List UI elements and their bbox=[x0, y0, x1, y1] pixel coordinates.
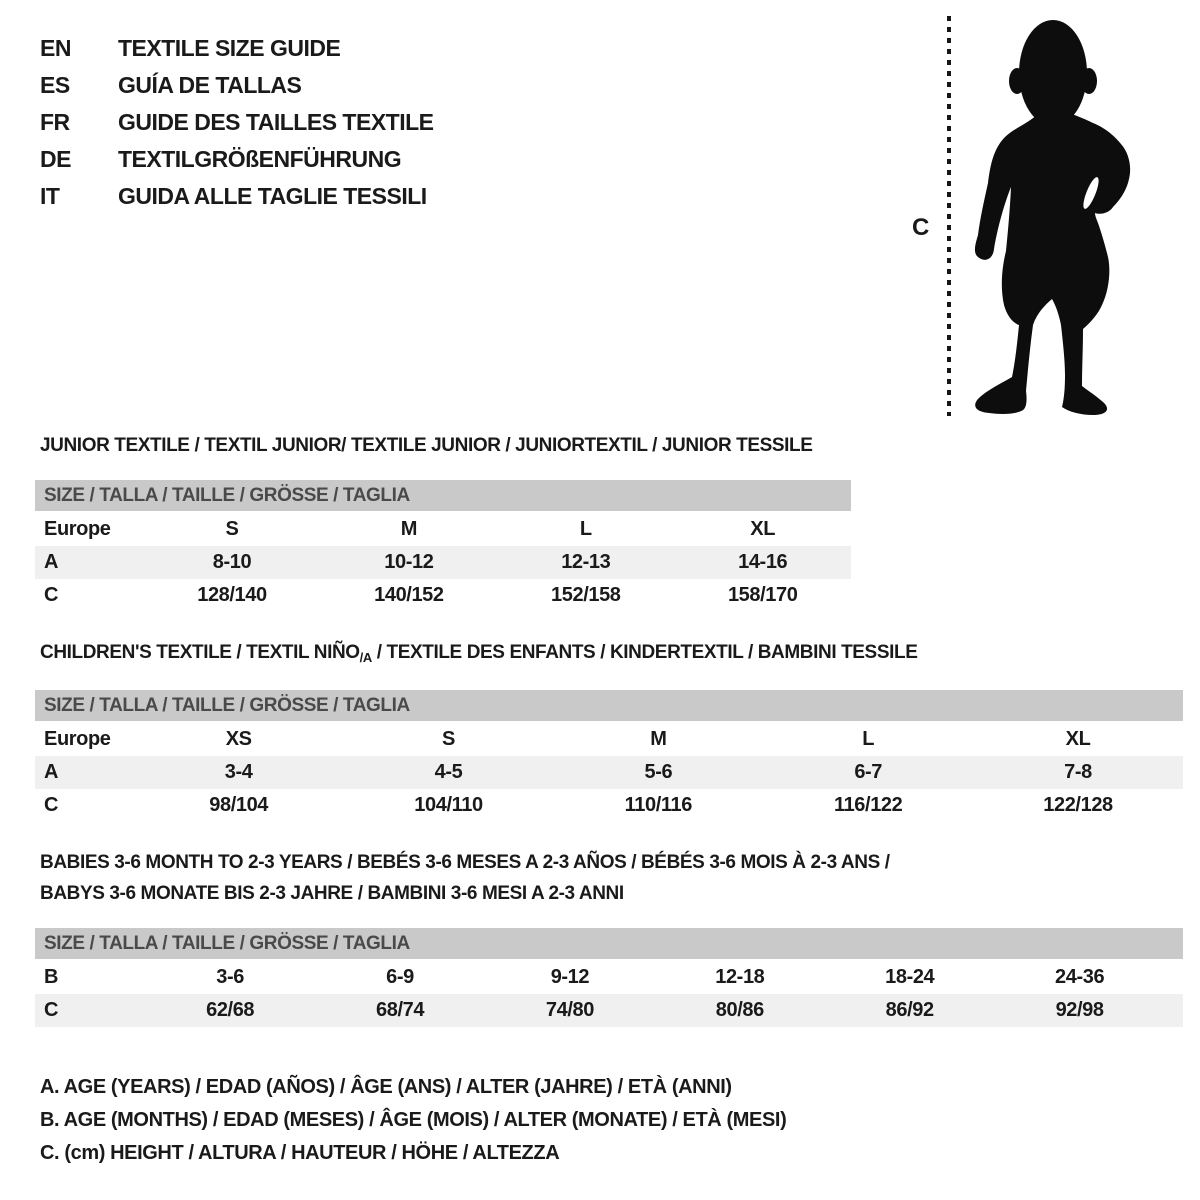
row-label: A bbox=[44, 551, 59, 573]
table-cell: L bbox=[862, 728, 875, 750]
table-cell: XL bbox=[750, 518, 776, 540]
table-cell: 8-10 bbox=[212, 551, 252, 573]
table-cell: 98/104 bbox=[209, 794, 269, 816]
babies-section-heading bbox=[40, 847, 890, 909]
table-cell: 92/98 bbox=[1055, 999, 1104, 1021]
guide-title-es: GUÍA DE TALLAS bbox=[118, 72, 302, 98]
table-row bbox=[35, 546, 851, 579]
measurement-legend bbox=[40, 1071, 786, 1170]
table-cell: 140/152 bbox=[374, 584, 444, 606]
row-label: A bbox=[44, 761, 59, 783]
table-cell: 6-9 bbox=[386, 966, 414, 988]
table-cell: 86/92 bbox=[885, 999, 934, 1021]
language-row-it bbox=[40, 178, 434, 215]
legend-line-c: C. (cm) HEIGHT / ALTURA / HAUTEUR / HÖHE / ALTEZZA bbox=[40, 1142, 560, 1164]
table-cell: 158/170 bbox=[727, 584, 798, 606]
children-heading-sub: /A bbox=[359, 650, 372, 665]
table-cell: 74/80 bbox=[545, 999, 594, 1021]
table-cell: M bbox=[400, 518, 417, 540]
row-label: C bbox=[44, 794, 59, 816]
toddler-silhouette-icon bbox=[965, 17, 1140, 417]
row-label: C bbox=[44, 584, 59, 606]
table-row bbox=[35, 756, 1183, 789]
babies-heading-line1: BABIES 3-6 MONTH TO 2-3 YEARS / BEBÉS 3-6 MESES A 2-3 AÑOS / BÉBÉS 3-6 MOIS À 2-3 ANS / bbox=[40, 852, 890, 873]
size-header: SIZE / TALLA / TAILLE / GRÖSSE / TAGLIA bbox=[35, 690, 1183, 721]
table-cell: 104/110 bbox=[414, 794, 483, 816]
junior-section-heading: JUNIOR TEXTILE / TEXTIL JUNIOR/ TEXTILE JUNIOR / JUNIORTEXTIL / JUNIOR TESSILE bbox=[40, 435, 813, 456]
legend-line-b: B. AGE (MONTHS) / EDAD (MESES) / ÂGE (MOIS) / ALTER (MONATE) / ETÀ (MESI) bbox=[40, 1109, 787, 1131]
language-code: EN bbox=[40, 35, 71, 61]
children-section-heading bbox=[40, 642, 917, 665]
table-cell: 10-12 bbox=[384, 551, 434, 573]
table-cell: 24-36 bbox=[1055, 966, 1105, 988]
babies-heading-line2: BABYS 3-6 MONATE BIS 2-3 JAHRE / BAMBINI 3-6 MESI A 2-3 ANNI bbox=[40, 883, 624, 904]
legend-line-a: A. AGE (YEARS) / EDAD (AÑOS) / ÂGE (ANS) / ALTER (JAHRE) / ETÀ (ANNI) bbox=[40, 1076, 732, 1098]
language-code: FR bbox=[40, 109, 70, 135]
table-cell: 14-16 bbox=[738, 551, 788, 573]
table-cell: 110/116 bbox=[624, 794, 692, 816]
table-cell: 12-13 bbox=[561, 551, 611, 573]
children-heading-text: CHILDREN'S TEXTILE / TEXTIL NIÑO bbox=[40, 642, 360, 663]
table-cell: 128/140 bbox=[197, 584, 267, 606]
row-label: Europe bbox=[44, 728, 111, 750]
guide-title-fr: GUIDE DES TAILLES TEXTILE bbox=[118, 109, 434, 135]
table-cell: L bbox=[579, 518, 592, 540]
junior-size-table bbox=[35, 480, 851, 612]
table-cell: 116/122 bbox=[833, 794, 903, 816]
table-cell: 9-12 bbox=[550, 966, 590, 988]
table-cell: S bbox=[225, 518, 239, 540]
babies-size-table bbox=[35, 928, 1183, 1027]
table-cell: 80/86 bbox=[715, 999, 764, 1021]
table-cell: 152/158 bbox=[551, 584, 621, 606]
table-cell: 12-18 bbox=[715, 966, 765, 988]
table-row bbox=[35, 513, 851, 546]
table-cell: 62/68 bbox=[206, 999, 255, 1021]
table-row bbox=[35, 789, 1183, 822]
row-label: C bbox=[44, 999, 59, 1021]
language-code: ES bbox=[40, 72, 70, 98]
children-size-table bbox=[35, 690, 1183, 822]
table-cell: 4-5 bbox=[434, 761, 463, 783]
table-cell: 3-4 bbox=[224, 761, 253, 783]
row-label: B bbox=[44, 966, 59, 988]
size-header: SIZE / TALLA / TAILLE / GRÖSSE / TAGLIA bbox=[35, 928, 1183, 959]
height-measure-label: C bbox=[912, 214, 930, 241]
language-row-en bbox=[40, 30, 434, 67]
language-code: DE bbox=[40, 146, 71, 172]
table-row bbox=[35, 961, 1183, 994]
language-row-de bbox=[40, 141, 434, 178]
table-row bbox=[35, 994, 1183, 1027]
table-cell: 6-7 bbox=[854, 761, 883, 783]
height-dashed-line bbox=[947, 16, 951, 416]
row-label: Europe bbox=[44, 518, 111, 540]
table-row bbox=[35, 579, 851, 612]
guide-title-de: TEXTILGRÖßENFÜHRUNG bbox=[118, 146, 402, 172]
table-cell: S bbox=[442, 728, 455, 750]
table-cell: 3-6 bbox=[216, 966, 244, 988]
size-header: SIZE / TALLA / TAILLE / GRÖSSE / TAGLIA bbox=[35, 480, 851, 511]
language-row-fr bbox=[40, 104, 434, 141]
table-cell: 122/128 bbox=[1043, 794, 1113, 816]
table-row bbox=[35, 723, 1183, 756]
guide-title-en: TEXTILE SIZE GUIDE bbox=[118, 35, 341, 61]
guide-title-it: GUIDA ALLE TAGLIE TESSILI bbox=[118, 183, 427, 209]
table-cell: XL bbox=[1065, 728, 1091, 750]
table-cell: 5-6 bbox=[644, 761, 673, 783]
language-title-list bbox=[40, 30, 434, 215]
table-cell: 7-8 bbox=[1064, 761, 1092, 783]
table-cell: M bbox=[650, 728, 667, 750]
table-cell: XS bbox=[225, 728, 252, 750]
table-cell: 68/74 bbox=[376, 999, 425, 1021]
children-heading-text: / TEXTILE DES ENFANTS / KINDERTEXTIL / BAMBINI TESSILE bbox=[371, 642, 918, 663]
language-code: IT bbox=[40, 183, 60, 209]
table-cell: 18-24 bbox=[885, 966, 935, 988]
language-row-es bbox=[40, 67, 434, 104]
height-measure-figure bbox=[890, 0, 1200, 440]
